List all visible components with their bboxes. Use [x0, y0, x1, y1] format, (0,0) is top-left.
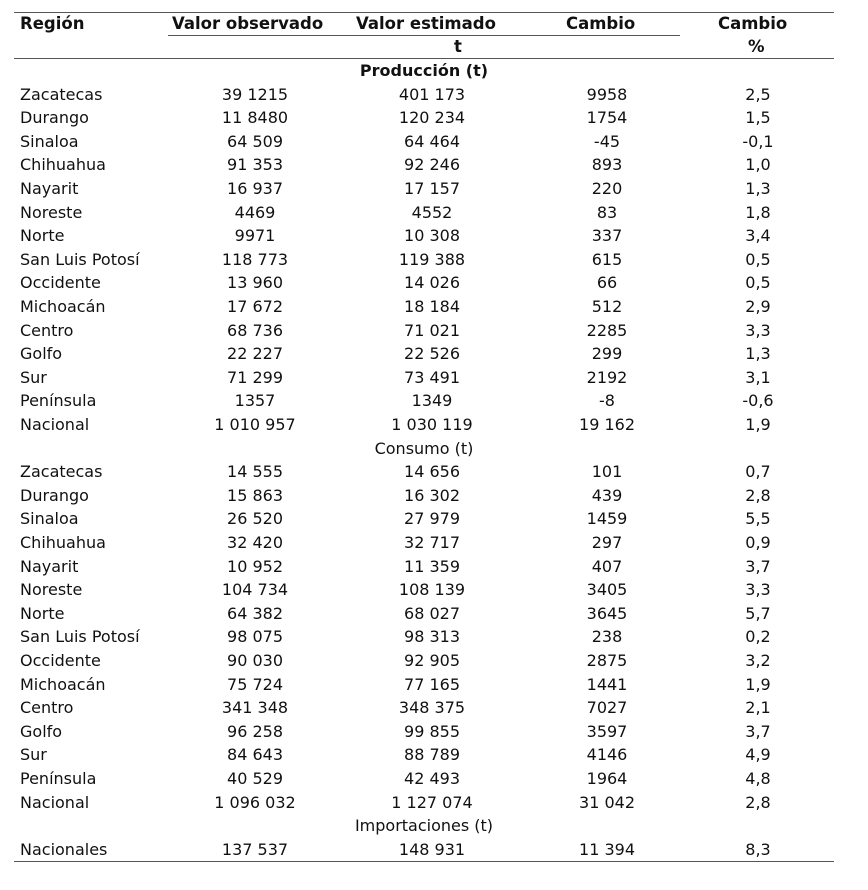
table-row [14, 696, 834, 720]
cell-change: 615 [591, 249, 623, 269]
cell-change-pct: -0,6 [742, 391, 774, 411]
cell-change: 297 [591, 533, 623, 552]
cell-change: 7027 [586, 698, 628, 718]
table-row [14, 743, 834, 767]
cell-change-pct: 3,4 [745, 226, 771, 246]
table-row [14, 153, 834, 177]
table-row [14, 248, 834, 272]
cell-change-pct: 0,2 [745, 627, 771, 647]
cell-estimated: 17 157 [404, 179, 460, 198]
cell-estimated: 14 656 [404, 462, 460, 482]
cell-estimated: 401 173 [398, 84, 466, 104]
cell-region: Chihuahua [20, 155, 106, 175]
cell-region: San Luis Potosí [20, 249, 140, 269]
cell-observed: 4469 [234, 202, 276, 222]
cell-observed: 1 010 957 [214, 415, 296, 434]
cell-estimated: 348 375 [398, 698, 466, 718]
cell-change: 101 [591, 462, 623, 482]
cell-estimated: 14 026 [404, 273, 460, 293]
cell-observed: 118 773 [221, 249, 289, 269]
cell-estimated: 73 491 [404, 367, 460, 387]
cell-change-pct: 1,0 [745, 155, 771, 175]
cell-region: Norte [20, 226, 65, 246]
cell-change: 4146 [586, 745, 628, 765]
cell-observed: 96 258 [227, 721, 283, 741]
cell-estimated: 11 359 [404, 556, 460, 576]
cell-region: Nacional [20, 415, 90, 434]
cell-change: 238 [591, 627, 623, 647]
cell-change: 2192 [586, 367, 628, 387]
cell-estimated: 77 165 [404, 674, 460, 694]
cell-change-pct: 3,2 [745, 651, 771, 670]
header-estimated: Valor estimado [356, 14, 496, 33]
cell-change: 66 [596, 273, 618, 293]
cell-change-pct: -0,1 [742, 131, 774, 151]
cell-region: Noreste [20, 202, 83, 222]
cell-region: Norte [20, 603, 65, 623]
cell-observed: 98 075 [227, 627, 283, 647]
cell-change: 83 [596, 202, 618, 222]
cell-region: Michoacán [20, 674, 106, 694]
cell-observed: 40 529 [227, 769, 283, 788]
section-title: Consumo (t) [374, 438, 474, 458]
table-row [14, 389, 834, 413]
cell-observed: 13 960 [227, 273, 283, 293]
cell-region: Centro [20, 698, 74, 718]
cell-estimated: 71 021 [404, 320, 460, 340]
cell-change-pct: 2,1 [745, 698, 771, 718]
cell-region: Sur [20, 745, 47, 765]
cell-region: Península [20, 769, 97, 788]
cell-observed: 71 299 [227, 367, 283, 387]
table-row [14, 366, 834, 390]
cell-region: Nayarit [20, 179, 79, 198]
cell-region: Nacionales [20, 839, 108, 859]
table-row [14, 224, 834, 248]
cell-change-pct: 0,5 [745, 273, 771, 293]
table-row [14, 342, 834, 366]
cell-change: 407 [591, 556, 623, 576]
cell-change-pct: 2,5 [745, 84, 771, 104]
cell-change-pct: 3,1 [745, 367, 771, 387]
cell-change: 893 [591, 155, 623, 175]
cell-change: 1459 [586, 509, 628, 529]
cell-change-pct: 3,7 [745, 721, 771, 741]
cell-change-pct: 2,8 [745, 792, 771, 812]
cell-estimated: 16 302 [404, 485, 460, 505]
table-row [14, 649, 834, 673]
cell-estimated: 1349 [411, 391, 453, 411]
cell-estimated: 99 855 [404, 721, 460, 741]
cell-observed: 16 937 [227, 179, 283, 198]
table-row [14, 578, 834, 602]
cell-change: 2875 [586, 651, 628, 670]
cell-observed: 64 382 [227, 603, 283, 623]
cell-change-pct: 3,7 [745, 556, 771, 576]
cell-region: Golfo [20, 344, 63, 364]
cell-change-pct: 0,7 [745, 462, 771, 482]
cell-change-pct: 5,5 [745, 509, 771, 529]
cell-estimated: 42 493 [404, 769, 460, 788]
cell-observed: 32 420 [227, 533, 283, 552]
cell-observed: 91 353 [227, 155, 283, 175]
cell-change: 3645 [586, 603, 628, 623]
table-row [14, 673, 834, 697]
cell-change-pct: 0,5 [745, 249, 771, 269]
header-unit: t [454, 37, 462, 56]
table-row [14, 319, 834, 343]
cell-change: 31 042 [579, 792, 635, 812]
cell-observed: 1357 [234, 391, 276, 411]
table-row [14, 106, 834, 130]
cell-change-pct: 8,3 [745, 839, 771, 859]
cell-estimated: 68 027 [404, 603, 460, 623]
table-row [14, 295, 834, 319]
cell-observed: 104 734 [221, 580, 289, 600]
cell-change-pct: 1,9 [745, 415, 771, 434]
cell-change: 1441 [586, 674, 628, 694]
cell-estimated: 108 139 [398, 580, 466, 600]
table-row [14, 767, 834, 791]
header-change-pct-line2: % [748, 37, 765, 56]
table-row [14, 602, 834, 626]
cell-region: Sinaloa [20, 509, 79, 529]
cell-estimated: 22 526 [404, 344, 460, 364]
cell-region: Zacatecas [20, 462, 103, 482]
cell-region: Durango [20, 485, 89, 505]
cell-region: San Luis Potosí [20, 627, 140, 647]
table-row [14, 507, 834, 531]
cell-observed: 90 030 [227, 651, 283, 670]
cell-observed: 341 348 [221, 698, 289, 718]
cell-change: 3597 [586, 721, 628, 741]
table-row [14, 271, 834, 295]
cell-observed: 17 672 [227, 297, 283, 316]
cell-change-pct: 3,3 [745, 320, 771, 340]
cell-observed: 26 520 [227, 509, 283, 529]
cell-observed: 137 537 [221, 839, 289, 859]
table-row [14, 625, 834, 649]
cell-observed: 10 952 [227, 556, 283, 576]
cell-change-pct: 4,9 [745, 745, 771, 765]
table-bottom-rule [14, 861, 834, 862]
cell-region: Golfo [20, 721, 63, 741]
cell-change-pct: 1,3 [745, 344, 771, 364]
cell-estimated: 1 030 119 [391, 415, 473, 434]
cell-observed: 39 1215 [221, 84, 289, 104]
cell-region: Nayarit [20, 556, 79, 576]
table-row [14, 413, 834, 437]
table-row [14, 177, 834, 201]
cell-change-pct: 0,9 [745, 533, 771, 552]
cell-change-pct: 1,9 [745, 674, 771, 694]
cell-estimated: 92 905 [404, 651, 460, 670]
cell-change: 11 394 [579, 839, 635, 859]
table-row [14, 555, 834, 579]
cell-observed: 64 509 [227, 131, 283, 151]
table-row [14, 720, 834, 744]
cell-change: 1964 [586, 769, 628, 788]
cell-estimated: 98 313 [404, 627, 460, 647]
cell-change-pct: 5,7 [745, 603, 771, 623]
cell-change: 299 [591, 344, 623, 364]
cell-region: Nacional [20, 792, 90, 812]
cell-region: Centro [20, 320, 74, 340]
cell-region: Sur [20, 367, 47, 387]
cell-region: Occidente [20, 273, 101, 293]
header-change-pct-line1: Cambio [718, 14, 788, 33]
cell-estimated: 148 931 [398, 839, 466, 859]
cell-observed: 14 555 [227, 462, 283, 482]
cell-change: 2285 [586, 320, 628, 340]
header-region: Región [20, 14, 85, 33]
cell-region: Zacatecas [20, 84, 103, 104]
cell-observed: 9971 [234, 226, 276, 246]
section-title: Importaciones (t) [354, 816, 494, 836]
cell-region: Sinaloa [20, 131, 79, 151]
cell-change: 337 [591, 226, 623, 246]
cell-change-pct: 1,8 [745, 202, 771, 222]
cell-change: 512 [591, 297, 623, 316]
cell-change-pct: 2,9 [745, 297, 771, 316]
cell-change: 3405 [586, 580, 628, 600]
cell-estimated: 88 789 [404, 745, 460, 765]
cell-change: -8 [599, 391, 615, 411]
cell-estimated: 119 388 [398, 249, 466, 269]
cell-change: 439 [591, 485, 623, 505]
cell-observed: 1 096 032 [214, 792, 296, 812]
cell-estimated: 120 234 [398, 108, 466, 128]
cell-estimated: 18 184 [404, 297, 460, 316]
cell-observed: 75 724 [227, 674, 283, 694]
cell-change: 1754 [586, 108, 628, 128]
cell-region: Chihuahua [20, 533, 106, 552]
cell-estimated: 4552 [411, 202, 453, 222]
table-row [14, 484, 834, 508]
cell-observed: 68 736 [227, 320, 283, 340]
table-row [14, 130, 834, 154]
cell-estimated: 32 717 [404, 533, 460, 552]
cell-change-pct: 3,3 [745, 580, 771, 600]
table-row [14, 83, 834, 107]
section-title: Producción (t) [359, 61, 489, 80]
cell-estimated: 27 979 [404, 509, 460, 529]
cell-observed: 11 8480 [221, 108, 289, 128]
table-row [14, 838, 834, 862]
table-top-rule [14, 12, 834, 13]
cell-region: Noreste [20, 580, 83, 600]
table-row [14, 531, 834, 555]
cell-region: Durango [20, 108, 89, 128]
cell-change-pct: 2,8 [745, 485, 771, 505]
cell-estimated: 92 246 [404, 155, 460, 175]
cell-change: 19 162 [579, 415, 635, 434]
cell-change: -45 [593, 131, 621, 151]
cell-estimated: 1 127 074 [391, 792, 473, 812]
cell-change-pct: 1,5 [745, 108, 771, 128]
cell-change: 9958 [586, 84, 628, 104]
cell-change: 220 [591, 179, 623, 198]
table-row [14, 791, 834, 815]
cell-region: Península [20, 391, 97, 411]
cell-estimated: 10 308 [404, 226, 460, 246]
table-row [14, 460, 834, 484]
cell-estimated: 64 464 [404, 131, 460, 151]
cell-observed: 15 863 [227, 485, 283, 505]
cell-change-pct: 4,8 [745, 769, 771, 788]
header-change: Cambio [566, 14, 636, 33]
table-row [14, 201, 834, 225]
cell-region: Michoacán [20, 297, 106, 316]
header-subrule [168, 35, 680, 36]
cell-observed: 22 227 [227, 344, 283, 364]
header-observed: Valor observado [172, 14, 324, 33]
cell-observed: 84 643 [227, 745, 283, 765]
cell-change-pct: 1,3 [745, 179, 771, 198]
cell-region: Occidente [20, 651, 101, 670]
